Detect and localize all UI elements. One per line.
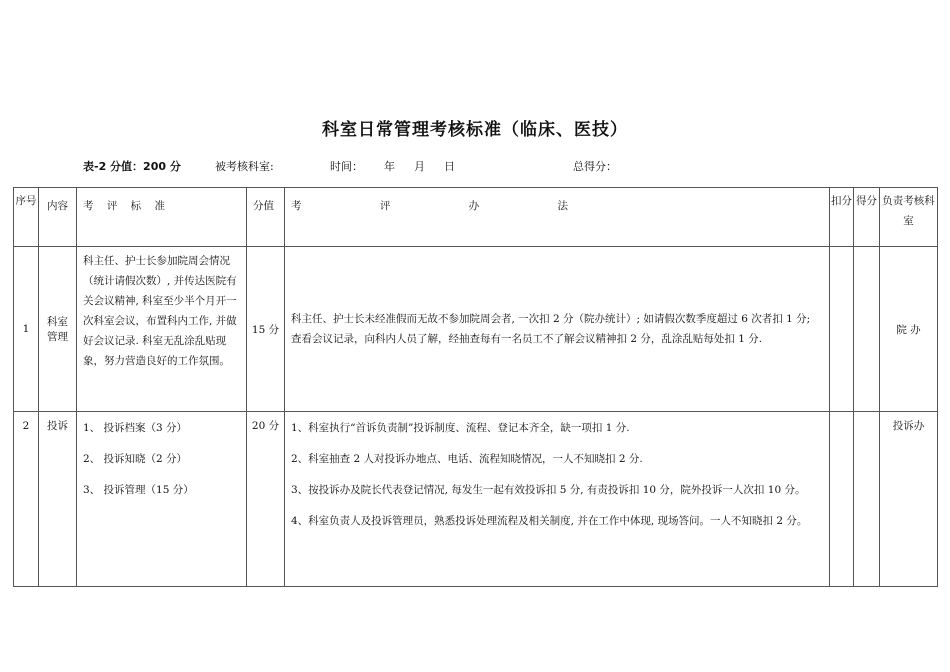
header-method-char: 考 [291,200,302,212]
table-number-score: 表-2 分值：200 分 [83,160,181,173]
header-method-char: 评 [379,200,391,212]
assessed-dept-label: 被考核科室: [215,160,274,173]
row-gain-cell [854,247,880,412]
page-title: 科室日常管理考核标准（临床、医技） [322,120,628,140]
row-method [285,412,830,587]
row-seq: 1 [14,247,39,412]
method-item: 4、科室负责人及投诉管理员，熟悉投诉处理流程及相关制度, 并在工作中体现, 现场答问。一人不知晓扣 2 分。 [291,515,808,527]
header-standard-char: 标 [130,200,142,212]
row-content: 投诉 [39,412,77,587]
method-item: 2、科室抽查 2 人对投诉办地点、电话、流程知晓情况，一人不知晓扣 2 分. [291,453,643,465]
header-content: 内容 [39,188,77,247]
table-row [14,412,938,587]
header-gain: 得分 [854,188,880,247]
standard-item: 2、 投诉知晓（2 分） [83,453,188,465]
method-item: 3、按投诉办及院长代表登记情况, 每发生一起有效投诉扣 5 分, 有责投诉扣 10 分，院外投诉一人次扣 10 分。 [291,484,806,496]
row-method: 科主任、护士长未经准假而无故不参加院周会者, 一次扣 2 分（院办统计）; 如请假次数季度超过 6 次者扣 1 分; 查看会议记录，向科内人员了解，经抽查每有一名员工不了解会议精神扣 2 分，乱涂乱贴每处扣 1 分. [285,247,830,412]
row-deduct-cell [830,412,854,587]
header-method [285,188,830,247]
standard-item: 1、 投诉档案（3 分） [83,422,188,434]
row-gain-cell [854,412,880,587]
row-seq: 2 [14,412,39,587]
header-standard [77,188,247,247]
total-score-label: 总得分： [573,160,617,173]
row-content: 科室管理 [39,247,77,412]
row-standard [77,412,247,587]
month-label: 月 [414,160,425,173]
row-standard: 科主任、护士长参加院周会情况（统计请假次数）, 并传达医院有关会议精神, 科室至少半个月开一次科室会议，布置科内工作, 并做好会议记录. 科室无乱涂乱贴现象，努力营造良好的工作氛围。 [77,247,247,412]
table-row [14,247,938,412]
header-method-char: 法 [557,200,568,212]
header-standard-char: 准 [154,200,165,212]
day-label: 日 [444,160,455,173]
header-seq: 序号 [14,188,39,247]
row-score: 15 分 [247,247,285,412]
header-standard-char: 考 [83,200,94,212]
row-dept: 投诉办 [880,412,938,587]
header-dept: 负责考核科室 [880,188,938,247]
row-score: 20 分 [247,412,285,587]
method-item: 1、科室执行“首诉负责制”投诉制度、流程、登记本齐全，缺一项扣 1 分. [291,422,630,434]
assessment-table [13,187,938,587]
header-deduct: 扣分 [830,188,854,247]
header-method-char: 办 [468,200,480,212]
standard-item: 3、 投诉管理（15 分） [83,484,194,496]
year-label: 年 [384,160,395,173]
header-score: 分值 [247,188,285,247]
time-label: 时间： [330,160,363,173]
header-standard-char: 评 [106,200,118,212]
row-dept: 院 办 [880,247,938,412]
row-deduct-cell [830,247,854,412]
table-header-row [14,188,938,247]
